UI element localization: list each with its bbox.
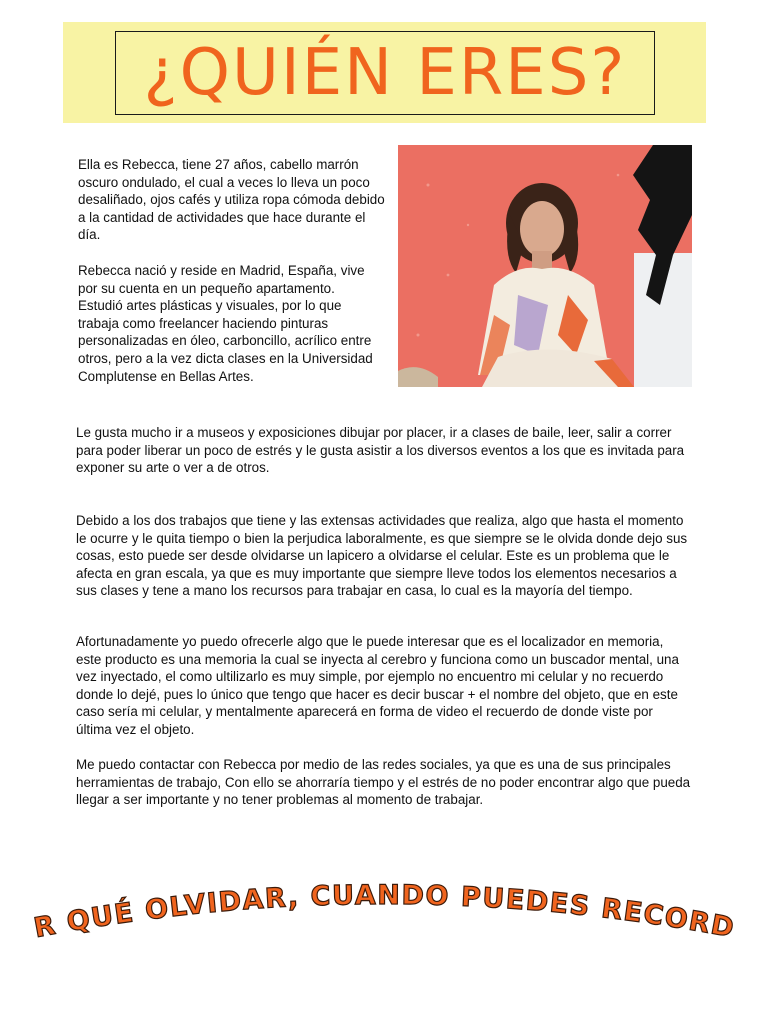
body-paragraph-6: Me puedo contactar con Rebecca por medio de las redes sociales, ya que es una de sus principales herramientas de trabajo, Con ello se ahorraría tiempo y el estrés de no poder encontrar algo que pueda llegar a ser importante y no tener problemas al momento de trabajar. bbox=[76, 757, 691, 808]
slogan-text: R QUÉ OLVIDAR, CUANDO PUEDES RECORD bbox=[31, 880, 738, 945]
body-paragraph-5: Afortunadamente yo puedo ofrecerle algo que le puede interesar que es el localizador en memoria, este producto es una memoria la cual se inyecta al cerebro y funciona como un buscador mental, una vez inyectado, el como ultilizarlo es muy simple, por ejemplo no encuentro mi celular y no recuerdo donde lo dejé, pues lo único que tengo que hacer es decir buscar + el nombre del objeto, que en este caso sería mi celular, y mentalmente aparecerá en forma de video el recuerdo de donde viste por última vez el objeto. bbox=[76, 634, 679, 737]
body-paragraph-3: Le gusta mucho ir a museos y exposiciones dibujar por placer, ir a clases de baile, leer, salir a correr para poder liberar un poco de estrés y le gusta asistir a los diversos eventos a los que es invitada para exponer su arte o ver a de otros. bbox=[76, 425, 685, 476]
page-title: ¿QUIÉN ERES? bbox=[143, 36, 627, 110]
portrait-illustration bbox=[398, 145, 692, 387]
header-band bbox=[63, 22, 706, 123]
intro-paragraph-1: Ella es Rebecca, tiene 27 años, cabello marrón oscuro ondulado, el cual a veces lo lleva un poco desaliñado, ojos cafés y utiliza ropa cómoda debido a la cantidad de actividades que hace durante el día. bbox=[78, 157, 385, 243]
footer-slogan bbox=[26, 880, 742, 950]
portrait-photo bbox=[398, 145, 692, 387]
title-frame bbox=[115, 31, 655, 115]
intro-paragraph-2: Rebecca nació y reside en Madrid, España, vive por su cuenta en un pequeño apartamento. Estudió artes plásticas y visuales, por lo que trabaja como freelancer haciendo pinturas personalizadas en óleo, carboncillo, acrílico entre otros, pero a la vez dicta clases en la Universidad Complutense en Bellas Artes. bbox=[78, 263, 373, 384]
body-paragraph-4: Debido a los dos trabajos que tiene y las extensas actividades que realiza, algo que hasta el momento le ocurre y le quita tiempo o bien la perjudica laboralmente, es que siempre se le olvida donde dejo sus cosas, esto puede ser desde olvidarse un lapicero a olvidarse el celular. Este es un problema que le afecta en gran escala, ya que es muy importante que siempre lleve todos los elementos necesarios a sus clases y tene a mano los recursos para trabajar en casa, lo cual es la mayoría del tiempo. bbox=[76, 513, 688, 599]
svg-text:¿POR QUÉ OLVIDAR, CUANDO PUEDE bbox=[26, 880, 738, 944]
slogan-art bbox=[26, 880, 742, 950]
